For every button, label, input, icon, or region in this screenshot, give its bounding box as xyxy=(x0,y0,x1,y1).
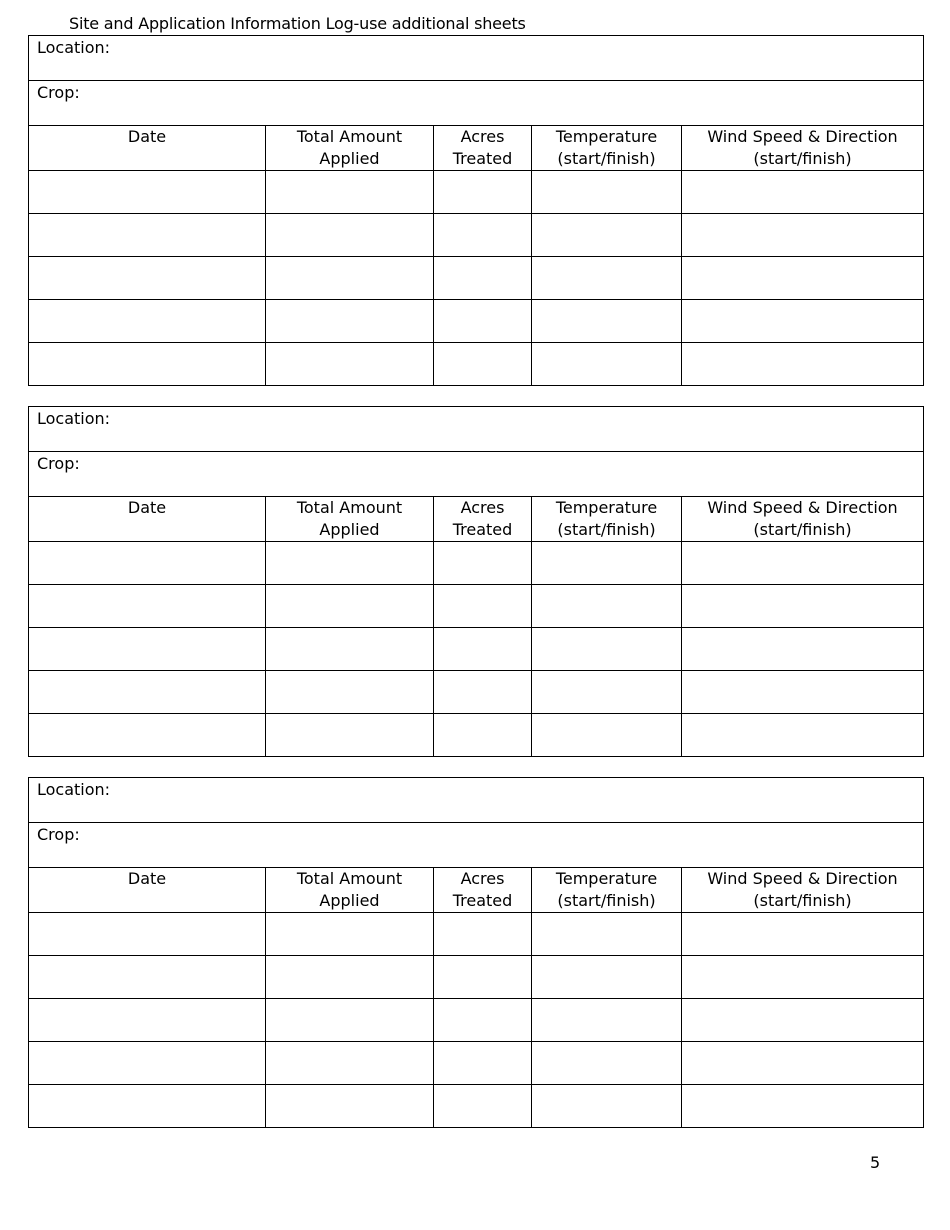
table-row xyxy=(29,628,924,671)
entry-cell[interactable] xyxy=(682,542,924,585)
column-header xyxy=(434,497,532,542)
log-block xyxy=(28,406,924,757)
column-header xyxy=(29,126,266,171)
entry-cell[interactable] xyxy=(434,300,532,343)
entry-cell[interactable] xyxy=(682,671,924,714)
column-header xyxy=(532,126,682,171)
entry-cell[interactable] xyxy=(532,300,682,343)
column-header xyxy=(29,868,266,913)
entry-cell[interactable] xyxy=(682,913,924,956)
entry-cell[interactable] xyxy=(266,913,434,956)
entry-cell[interactable] xyxy=(266,214,434,257)
crop-label: Crop: xyxy=(37,825,80,844)
entry-cell[interactable] xyxy=(434,1085,532,1128)
column-header-row xyxy=(29,868,924,913)
column-header xyxy=(266,868,434,913)
entry-cell[interactable] xyxy=(532,956,682,999)
crop-field[interactable] xyxy=(29,81,924,126)
table-row xyxy=(29,1085,924,1128)
entry-cell[interactable] xyxy=(682,1042,924,1085)
column-header-line1: Date xyxy=(127,869,167,888)
column-header-line2: (start/finish) xyxy=(753,891,852,910)
entry-cell[interactable] xyxy=(266,999,434,1042)
table-row xyxy=(29,714,924,757)
column-header-line2: Treated xyxy=(452,520,513,539)
entry-cell[interactable] xyxy=(29,913,266,956)
entry-cell[interactable] xyxy=(434,1042,532,1085)
entry-cell[interactable] xyxy=(434,171,532,214)
entry-cell[interactable] xyxy=(29,257,266,300)
location-row xyxy=(29,407,924,452)
table-row xyxy=(29,214,924,257)
column-header xyxy=(532,868,682,913)
column-header-line1: Temperature xyxy=(555,127,658,146)
table-row xyxy=(29,956,924,999)
entry-cell[interactable] xyxy=(682,1085,924,1128)
table-row xyxy=(29,585,924,628)
entry-cell[interactable] xyxy=(266,1042,434,1085)
column-header-line1: Total Amount xyxy=(296,498,403,517)
entry-cell[interactable] xyxy=(434,628,532,671)
crop-row xyxy=(29,823,924,868)
crop-field[interactable] xyxy=(29,452,924,497)
crop-label: Crop: xyxy=(37,454,80,473)
entry-cell[interactable] xyxy=(266,671,434,714)
entry-cell[interactable] xyxy=(266,257,434,300)
column-header-line2: Applied xyxy=(319,520,380,539)
log-block xyxy=(28,35,924,386)
entry-cell[interactable] xyxy=(434,999,532,1042)
location-field[interactable] xyxy=(29,778,924,823)
column-header xyxy=(29,497,266,542)
column-header-line2: (start/finish) xyxy=(753,149,852,168)
entry-cell[interactable] xyxy=(29,542,266,585)
entry-cell[interactable] xyxy=(682,343,924,386)
entry-cell[interactable] xyxy=(682,628,924,671)
column-header-line2: (start/finish) xyxy=(753,520,852,539)
column-header-line1: Acres xyxy=(460,127,505,146)
column-header xyxy=(266,126,434,171)
column-header xyxy=(532,497,682,542)
entry-cell[interactable] xyxy=(532,714,682,757)
entry-cell[interactable] xyxy=(29,214,266,257)
entry-cell[interactable] xyxy=(532,628,682,671)
column-header-line1: Total Amount xyxy=(296,127,403,146)
crop-row xyxy=(29,81,924,126)
column-header-line2: Applied xyxy=(319,891,380,910)
crop-label: Crop: xyxy=(37,83,80,102)
table-row xyxy=(29,542,924,585)
entry-cell[interactable] xyxy=(29,714,266,757)
column-header-line1: Acres xyxy=(460,869,505,888)
entry-cell[interactable] xyxy=(532,671,682,714)
column-header xyxy=(266,497,434,542)
entry-cell[interactable] xyxy=(29,628,266,671)
column-header-line1: Acres xyxy=(460,498,505,517)
location-field[interactable] xyxy=(29,407,924,452)
column-header-line1: Total Amount xyxy=(296,869,403,888)
entry-cell[interactable] xyxy=(434,257,532,300)
column-header-line1: Temperature xyxy=(555,869,658,888)
entry-cell[interactable] xyxy=(434,343,532,386)
column-header-line1: Wind Speed & Direction xyxy=(707,498,898,517)
entry-cell[interactable] xyxy=(682,257,924,300)
column-header xyxy=(434,868,532,913)
page-number: 5 xyxy=(870,1153,881,1172)
location-field[interactable] xyxy=(29,36,924,81)
entry-cell[interactable] xyxy=(532,214,682,257)
entry-cell[interactable] xyxy=(532,171,682,214)
entry-cell[interactable] xyxy=(29,1042,266,1085)
location-label: Location: xyxy=(37,409,111,428)
column-header xyxy=(682,497,924,542)
table-row xyxy=(29,257,924,300)
column-header-line1: Temperature xyxy=(555,498,658,517)
column-header-row xyxy=(29,497,924,542)
column-header-line1: Date xyxy=(127,498,167,517)
entry-cell[interactable] xyxy=(266,343,434,386)
column-header-line2: (start/finish) xyxy=(557,891,656,910)
location-row xyxy=(29,778,924,823)
entry-cell[interactable] xyxy=(29,343,266,386)
table-row xyxy=(29,913,924,956)
column-header xyxy=(682,126,924,171)
table-row xyxy=(29,343,924,386)
entry-cell[interactable] xyxy=(532,1042,682,1085)
column-header-line2: Treated xyxy=(452,149,513,168)
log-block xyxy=(28,777,924,1128)
column-header-line1: Wind Speed & Direction xyxy=(707,127,898,146)
entry-cell[interactable] xyxy=(532,1085,682,1128)
entry-cell[interactable] xyxy=(532,257,682,300)
entry-cell[interactable] xyxy=(434,585,532,628)
entry-cell[interactable] xyxy=(434,913,532,956)
entry-cell[interactable] xyxy=(29,1085,266,1128)
entry-cell[interactable] xyxy=(682,214,924,257)
page-title: Site and Application Information Log-use additional sheets xyxy=(69,14,526,33)
column-header-line1: Wind Speed & Direction xyxy=(707,869,898,888)
entry-cell[interactable] xyxy=(266,300,434,343)
entry-cell[interactable] xyxy=(532,585,682,628)
entry-cell[interactable] xyxy=(532,913,682,956)
entry-cell[interactable] xyxy=(434,671,532,714)
location-row xyxy=(29,36,924,81)
table-row xyxy=(29,671,924,714)
column-header-line1: Date xyxy=(127,127,167,146)
entry-cell[interactable] xyxy=(29,999,266,1042)
column-header xyxy=(682,868,924,913)
column-header-line2: Treated xyxy=(452,891,513,910)
entry-cell[interactable] xyxy=(266,171,434,214)
entry-cell[interactable] xyxy=(266,585,434,628)
entry-cell[interactable] xyxy=(682,171,924,214)
table-row xyxy=(29,300,924,343)
entry-cell[interactable] xyxy=(682,714,924,757)
entry-cell[interactable] xyxy=(434,214,532,257)
crop-row xyxy=(29,452,924,497)
entry-cell[interactable] xyxy=(29,585,266,628)
entry-cell[interactable] xyxy=(29,956,266,999)
entry-cell[interactable] xyxy=(682,300,924,343)
entry-cell[interactable] xyxy=(29,300,266,343)
entry-cell[interactable] xyxy=(266,1085,434,1128)
entry-cell[interactable] xyxy=(266,628,434,671)
entry-cell[interactable] xyxy=(434,956,532,999)
entry-cell[interactable] xyxy=(266,714,434,757)
column-header-line2: Applied xyxy=(319,149,380,168)
entry-cell[interactable] xyxy=(29,671,266,714)
column-header xyxy=(434,126,532,171)
entry-cell[interactable] xyxy=(532,999,682,1042)
column-header-line2: (start/finish) xyxy=(557,149,656,168)
entry-cell[interactable] xyxy=(682,585,924,628)
entry-cell[interactable] xyxy=(266,956,434,999)
crop-field[interactable] xyxy=(29,823,924,868)
entry-cell[interactable] xyxy=(682,956,924,999)
entry-cell[interactable] xyxy=(29,171,266,214)
entry-cell[interactable] xyxy=(532,542,682,585)
entry-cell[interactable] xyxy=(266,542,434,585)
entry-cell[interactable] xyxy=(532,343,682,386)
entry-cell[interactable] xyxy=(434,542,532,585)
table-row xyxy=(29,999,924,1042)
column-header-line2: (start/finish) xyxy=(557,520,656,539)
location-label: Location: xyxy=(37,780,111,799)
entry-cell[interactable] xyxy=(434,714,532,757)
entry-cell[interactable] xyxy=(682,999,924,1042)
table-row xyxy=(29,171,924,214)
column-header-row xyxy=(29,126,924,171)
location-label: Location: xyxy=(37,38,111,57)
table-row xyxy=(29,1042,924,1085)
